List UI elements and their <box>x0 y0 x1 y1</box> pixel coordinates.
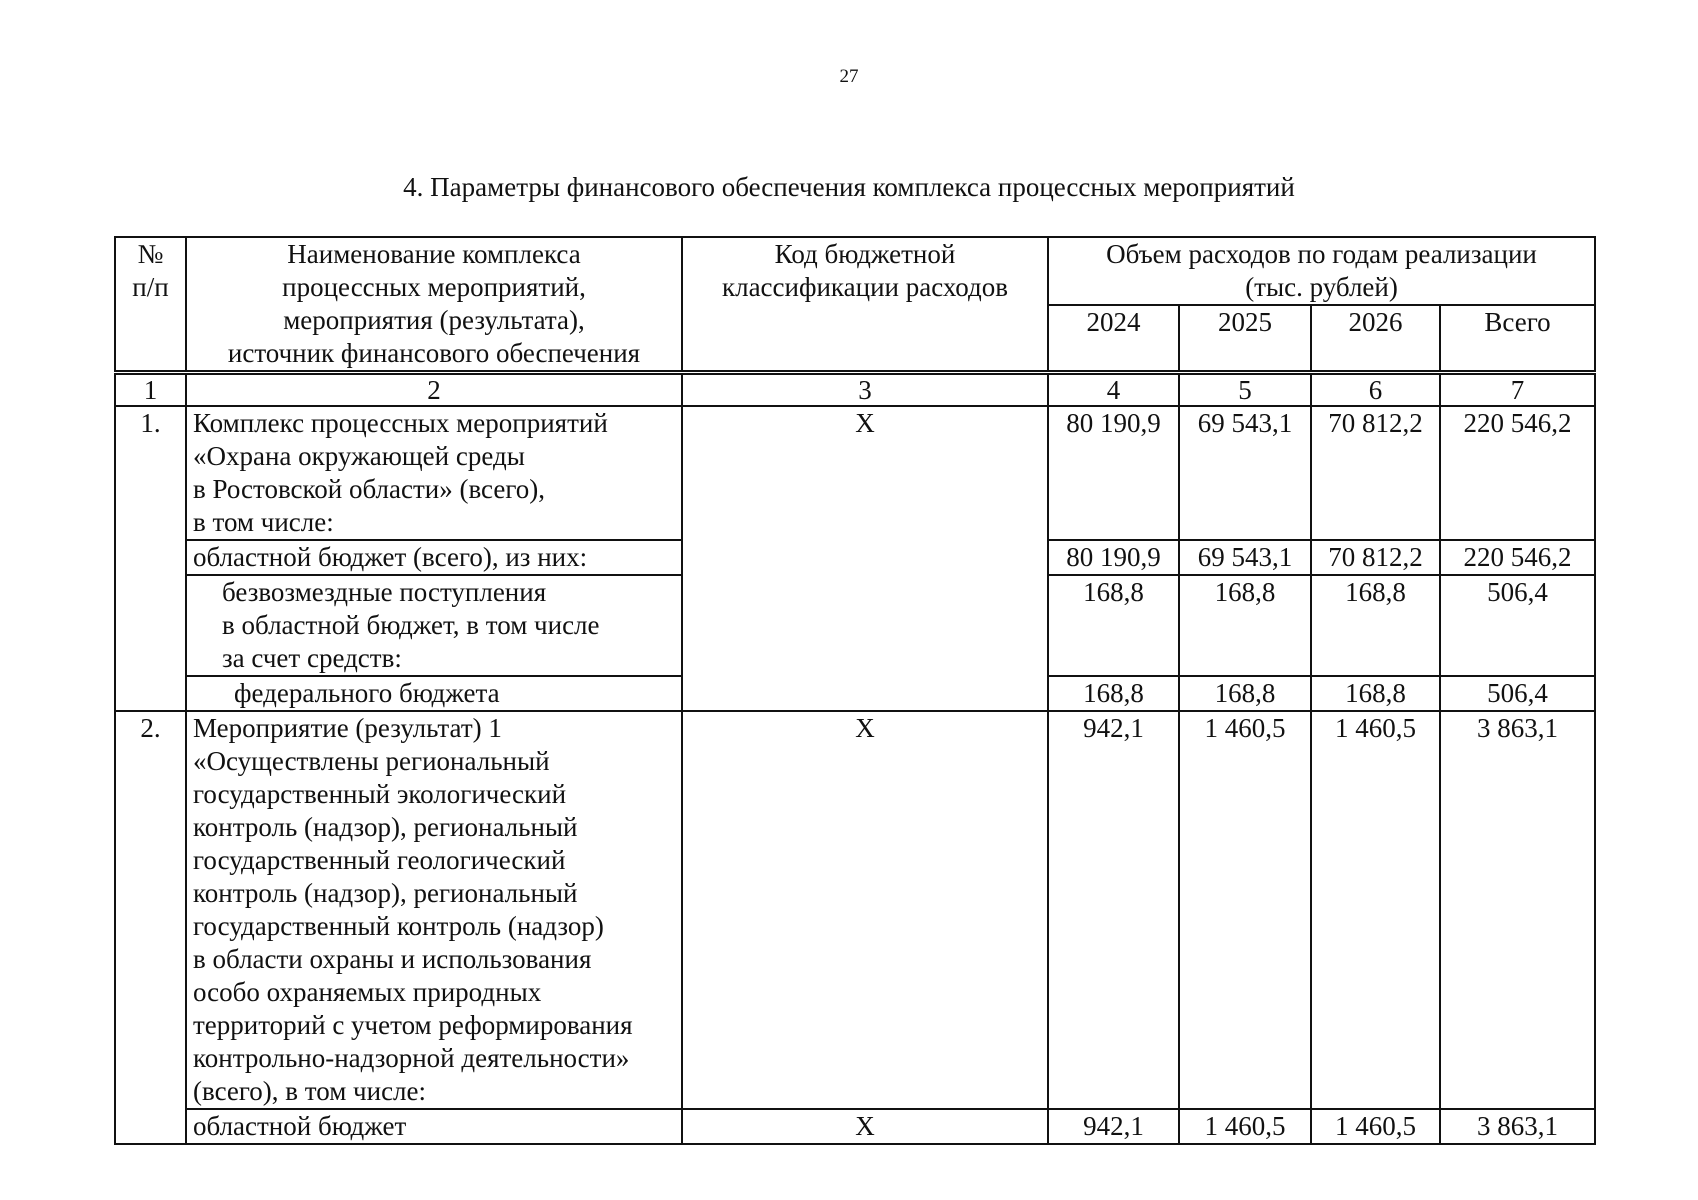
header-total: Всего <box>1440 305 1595 373</box>
value-2024: 168,8 <box>1048 575 1179 676</box>
header-row-1 <box>115 237 1595 305</box>
value-2024: 80 190,9 <box>1048 540 1179 575</box>
row-budget-code: X <box>682 711 1048 1109</box>
value-2024: 942,1 <box>1048 1109 1179 1144</box>
row-budget-code: X <box>682 406 1048 711</box>
row-name: Комплекс процессных мероприятий «Охрана окружающей среды в Ростовской области» (всего), в том числе: <box>186 406 682 540</box>
column-numbers-row <box>115 373 1595 407</box>
header-number: № п/п <box>115 237 186 373</box>
column-number: 3 <box>682 373 1048 407</box>
value-2024: 168,8 <box>1048 676 1179 711</box>
row-number: 1. <box>115 406 186 711</box>
value-2024: 942,1 <box>1048 711 1179 1109</box>
value-2026: 168,8 <box>1311 575 1440 676</box>
financial-parameters-table <box>114 236 1596 1145</box>
page-number: 27 <box>839 66 859 87</box>
table-row <box>115 406 1595 540</box>
row-name: безвозмездные поступления в областной бюджет, в том числе за счет средств: <box>186 575 682 676</box>
value-2024: 80 190,9 <box>1048 406 1179 540</box>
value-total: 220 546,2 <box>1440 540 1595 575</box>
value-2025: 1 460,5 <box>1179 711 1311 1109</box>
value-total: 220 546,2 <box>1440 406 1595 540</box>
header-name: Наименование комплекса процессных мероприятий, мероприятия (результата), источник финансового обеспечения <box>186 237 682 373</box>
header-year-2025: 2025 <box>1179 305 1311 373</box>
column-number: 5 <box>1179 373 1311 407</box>
row-number: 2. <box>115 711 186 1144</box>
table-row <box>115 711 1595 1109</box>
header-budget-code: Код бюджетной классификации расходов <box>682 237 1048 373</box>
row-name: областной бюджет (всего), из них: <box>186 540 682 575</box>
value-2026: 168,8 <box>1311 676 1440 711</box>
value-2026: 1 460,5 <box>1311 711 1440 1109</box>
row-name: федерального бюджета <box>186 676 682 711</box>
value-2025: 168,8 <box>1179 676 1311 711</box>
value-total: 3 863,1 <box>1440 1109 1595 1144</box>
value-2026: 1 460,5 <box>1311 1109 1440 1144</box>
section-title: 4. Параметры финансового обеспечения комплекса процессных мероприятий <box>403 172 1295 202</box>
table-row <box>115 1109 1595 1144</box>
column-number: 1 <box>115 373 186 407</box>
column-number: 7 <box>1440 373 1595 407</box>
row-budget-code: X <box>682 1109 1048 1144</box>
header-expense-volume: Объем расходов по годам реализации (тыс. рублей) <box>1048 237 1595 305</box>
header-year-2026: 2026 <box>1311 305 1440 373</box>
row-name: Мероприятие (результат) 1 «Осуществлены региональный государственный экологический контроль (надзор), региональный государственный геологический контроль (надзор), региональный государственный контроль (надзор) в области охраны и использования особо охраняемых природных территорий с учетом реформирования контрольно-надзорной деятельности» (всего), в том числе: <box>186 711 682 1109</box>
value-2025: 168,8 <box>1179 575 1311 676</box>
value-2026: 70 812,2 <box>1311 540 1440 575</box>
value-2025: 69 543,1 <box>1179 540 1311 575</box>
header-year-2024: 2024 <box>1048 305 1179 373</box>
value-2025: 69 543,1 <box>1179 406 1311 540</box>
value-2025: 1 460,5 <box>1179 1109 1311 1144</box>
value-total: 3 863,1 <box>1440 711 1595 1109</box>
column-number: 2 <box>186 373 682 407</box>
value-2026: 70 812,2 <box>1311 406 1440 540</box>
value-total: 506,4 <box>1440 676 1595 711</box>
row-name: областной бюджет <box>186 1109 682 1144</box>
column-number: 4 <box>1048 373 1179 407</box>
value-total: 506,4 <box>1440 575 1595 676</box>
column-number: 6 <box>1311 373 1440 407</box>
